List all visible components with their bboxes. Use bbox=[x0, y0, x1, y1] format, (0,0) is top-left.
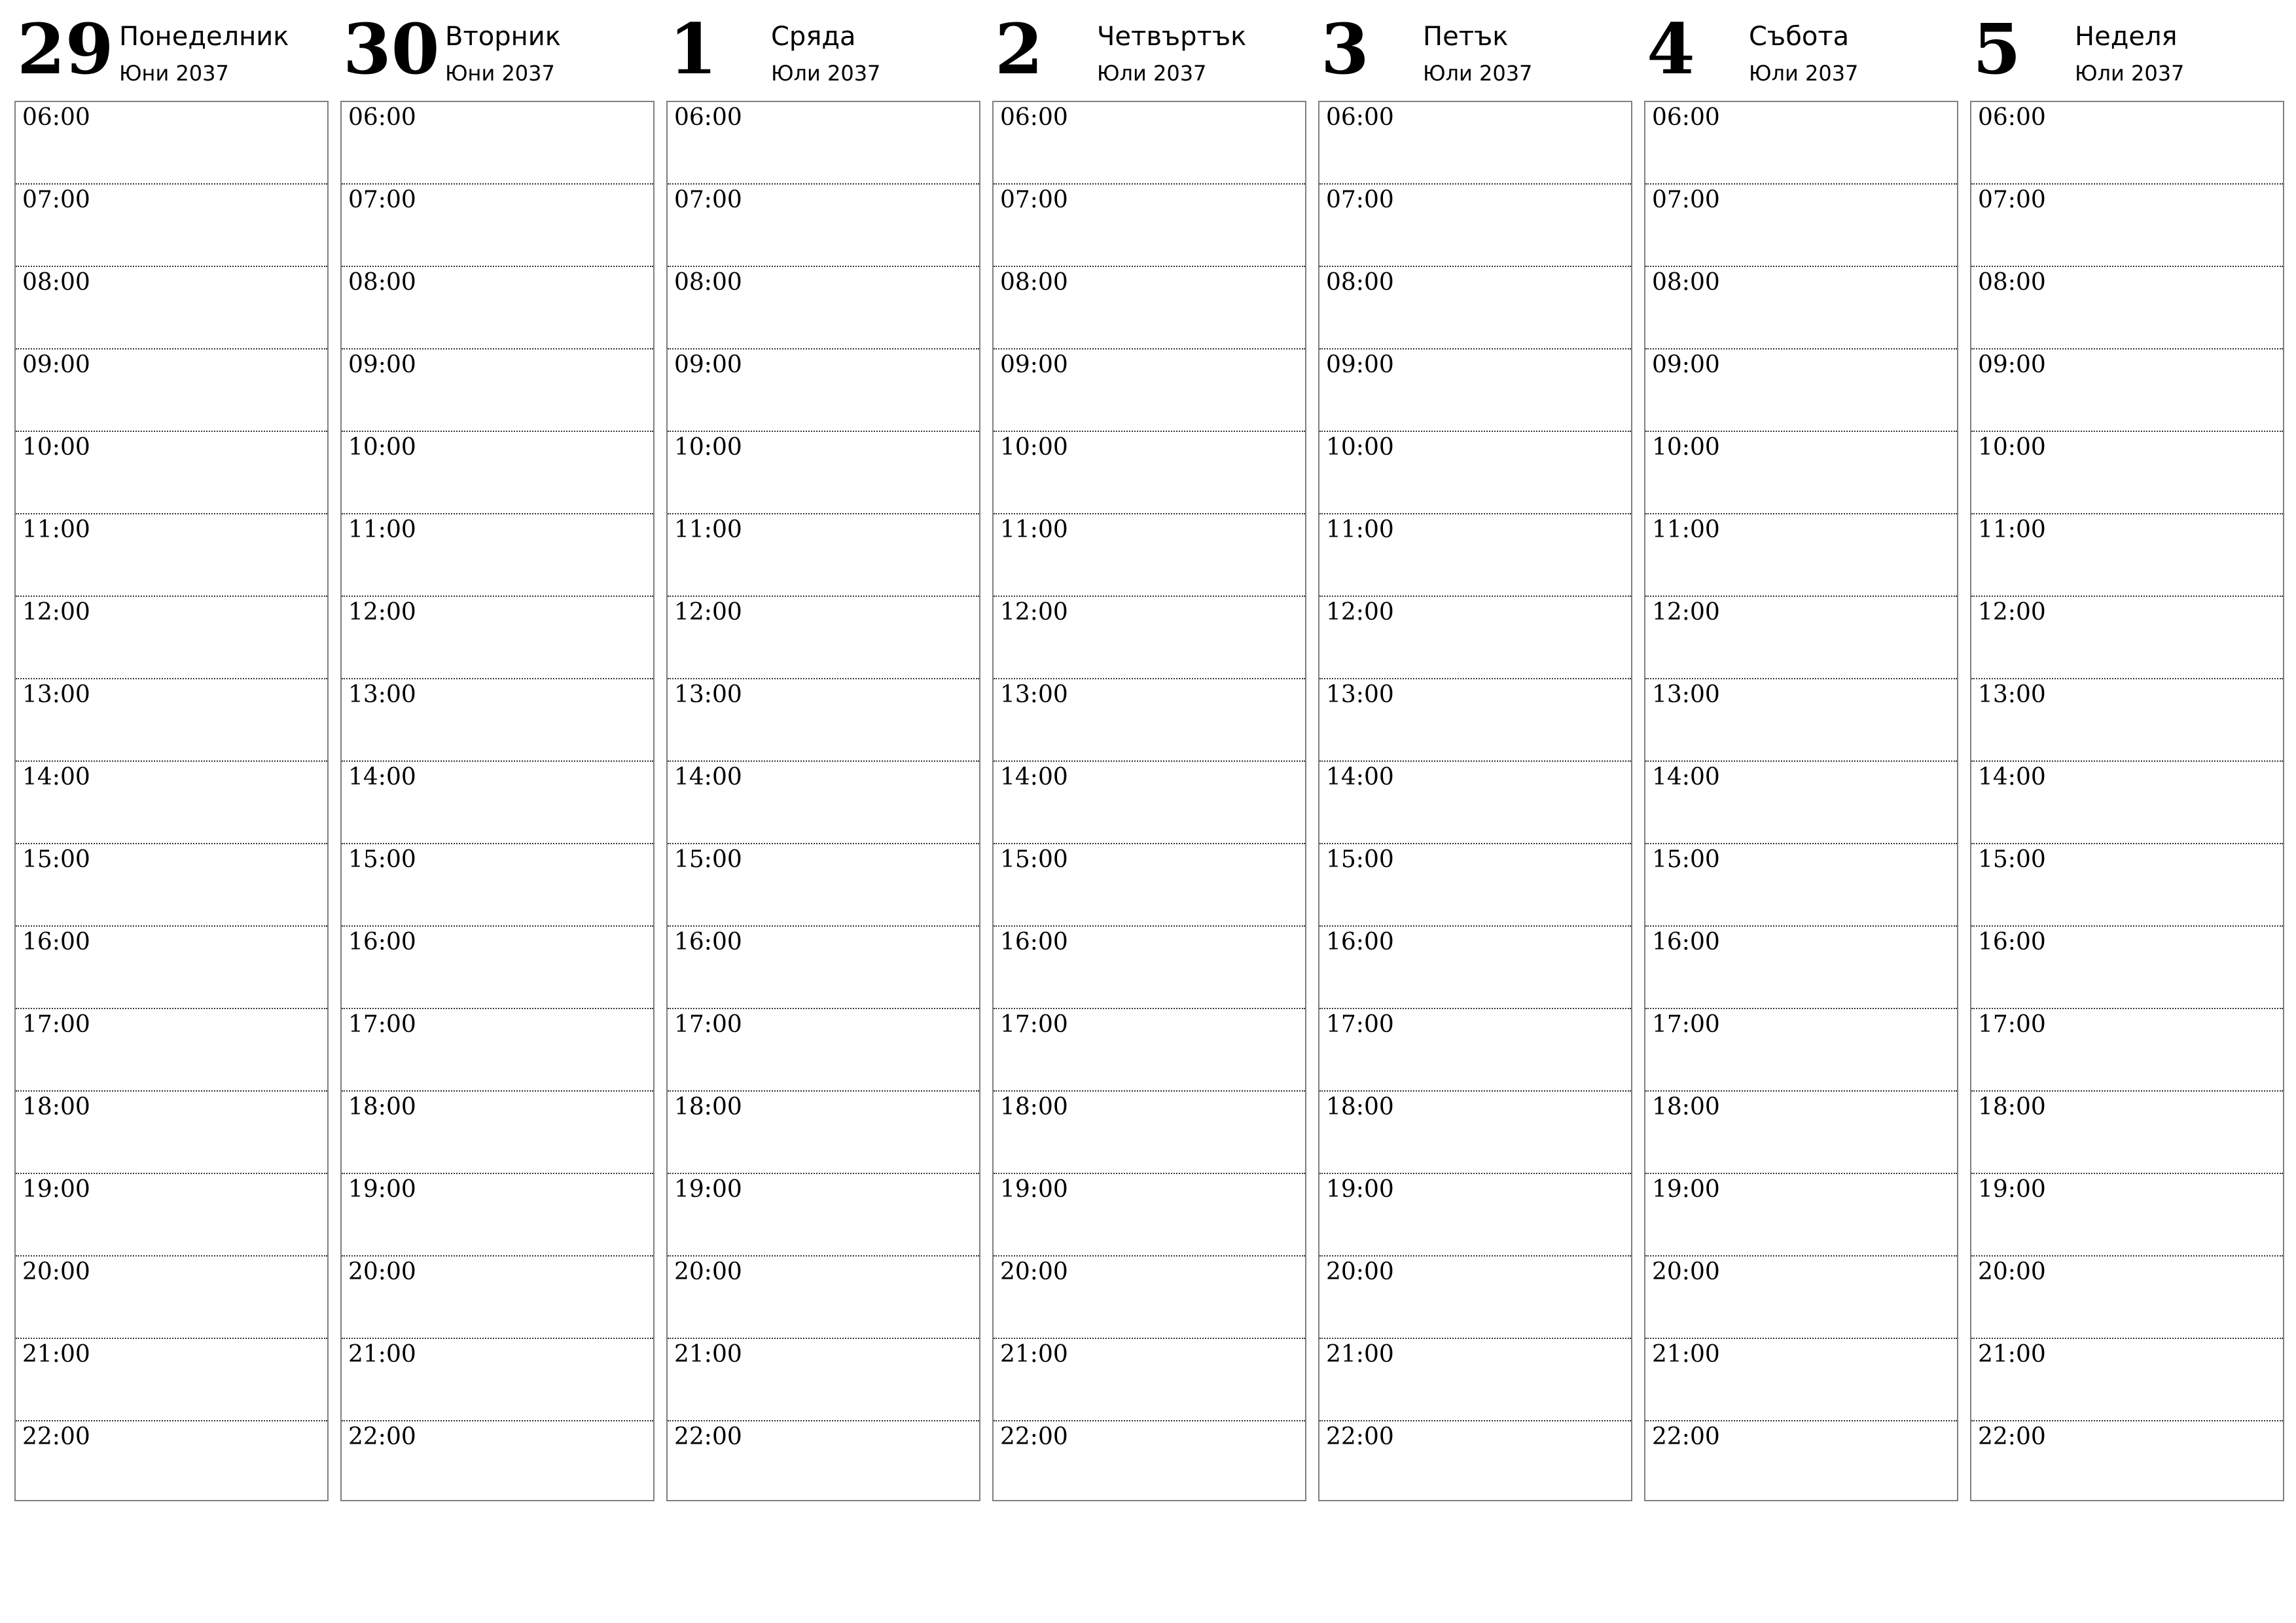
time-label: 13:00 bbox=[1978, 681, 2046, 708]
time-label: 22:00 bbox=[674, 1423, 742, 1450]
time-slot[interactable] bbox=[1971, 844, 2283, 927]
time-label: 21:00 bbox=[348, 1341, 416, 1368]
time-slot[interactable] bbox=[668, 514, 979, 597]
time-label: 17:00 bbox=[1652, 1011, 1720, 1038]
time-label: 10:00 bbox=[22, 434, 90, 461]
time-slot[interactable] bbox=[994, 1009, 1305, 1092]
day-name: Петък bbox=[1423, 22, 1509, 52]
time-slot[interactable] bbox=[1319, 1174, 1631, 1257]
time-slot[interactable] bbox=[342, 1339, 653, 1421]
time-label: 09:00 bbox=[1000, 351, 1068, 378]
time-slot[interactable] bbox=[1645, 762, 1957, 844]
time-label: 11:00 bbox=[348, 516, 416, 543]
time-label: 17:00 bbox=[22, 1011, 90, 1038]
time-label: 15:00 bbox=[1652, 846, 1720, 873]
time-slot[interactable] bbox=[1645, 1339, 1957, 1421]
time-slot[interactable] bbox=[1645, 844, 1957, 927]
time-label: 18:00 bbox=[1000, 1094, 1068, 1120]
time-slot[interactable] bbox=[668, 267, 979, 349]
time-slot[interactable] bbox=[16, 1257, 327, 1339]
time-slot[interactable] bbox=[342, 267, 653, 349]
time-slot[interactable] bbox=[1645, 597, 1957, 679]
time-slot[interactable] bbox=[342, 762, 653, 844]
time-label: 15:00 bbox=[674, 846, 742, 873]
time-label: 11:00 bbox=[1000, 516, 1068, 543]
time-slot[interactable] bbox=[342, 679, 653, 762]
time-label: 22:00 bbox=[1000, 1423, 1068, 1450]
time-label: 15:00 bbox=[348, 846, 416, 873]
time-slot[interactable] bbox=[342, 1092, 653, 1174]
time-label: 22:00 bbox=[1978, 1423, 2046, 1450]
time-slot[interactable] bbox=[1971, 432, 2283, 514]
time-slot[interactable] bbox=[342, 1257, 653, 1339]
time-label: 16:00 bbox=[1652, 929, 1720, 955]
time-label: 20:00 bbox=[1978, 1258, 2046, 1285]
time-slot[interactable] bbox=[1319, 432, 1631, 514]
time-label: 10:00 bbox=[1000, 434, 1068, 461]
time-label: 19:00 bbox=[22, 1176, 90, 1203]
day-schedule-box bbox=[666, 101, 980, 1501]
time-slot[interactable] bbox=[668, 927, 979, 1009]
time-slot[interactable] bbox=[16, 1174, 327, 1257]
time-label: 12:00 bbox=[1000, 599, 1068, 626]
time-label: 11:00 bbox=[674, 516, 742, 543]
time-slot[interactable] bbox=[994, 1339, 1305, 1421]
time-label: 20:00 bbox=[674, 1258, 742, 1285]
day-number: 2 bbox=[995, 8, 1043, 90]
time-label: 13:00 bbox=[22, 681, 90, 708]
time-slot[interactable] bbox=[16, 1009, 327, 1092]
day-month: Юли 2037 bbox=[1423, 61, 1533, 86]
time-slot[interactable] bbox=[668, 1421, 979, 1505]
time-slot[interactable] bbox=[1645, 432, 1957, 514]
day-name: Четвъртък bbox=[1097, 22, 1247, 52]
time-label: 06:00 bbox=[1000, 104, 1068, 131]
time-label: 19:00 bbox=[1978, 1176, 2046, 1203]
time-label: 11:00 bbox=[1652, 516, 1720, 543]
time-slot[interactable] bbox=[1971, 679, 2283, 762]
time-slot[interactable] bbox=[342, 514, 653, 597]
time-label: 06:00 bbox=[1326, 104, 1394, 131]
day-number: 1 bbox=[669, 8, 717, 90]
time-slot[interactable] bbox=[16, 762, 327, 844]
time-label: 16:00 bbox=[674, 929, 742, 955]
day-header bbox=[340, 0, 655, 98]
time-label: 10:00 bbox=[1652, 434, 1720, 461]
time-label: 09:00 bbox=[22, 351, 90, 378]
time-label: 06:00 bbox=[22, 104, 90, 131]
time-label: 18:00 bbox=[1978, 1094, 2046, 1120]
time-slot[interactable] bbox=[1319, 1092, 1631, 1174]
time-label: 15:00 bbox=[1978, 846, 2046, 873]
time-slot[interactable] bbox=[16, 185, 327, 267]
time-label: 13:00 bbox=[1652, 681, 1720, 708]
time-slot[interactable] bbox=[16, 514, 327, 597]
time-label: 20:00 bbox=[22, 1258, 90, 1285]
day-schedule-box bbox=[1644, 101, 1958, 1501]
time-slot[interactable] bbox=[1645, 1009, 1957, 1092]
time-slot[interactable] bbox=[1319, 762, 1631, 844]
time-label: 14:00 bbox=[348, 764, 416, 791]
time-slot[interactable] bbox=[1319, 1009, 1631, 1092]
time-slot[interactable] bbox=[342, 1421, 653, 1505]
time-label: 07:00 bbox=[22, 187, 90, 213]
day-month: Юни 2037 bbox=[445, 61, 555, 86]
time-slot[interactable] bbox=[342, 102, 653, 185]
time-slot[interactable] bbox=[1319, 927, 1631, 1009]
time-label: 22:00 bbox=[1652, 1423, 1720, 1450]
time-label: 12:00 bbox=[1978, 599, 2046, 626]
time-label: 15:00 bbox=[1326, 846, 1394, 873]
time-slot[interactable] bbox=[16, 927, 327, 1009]
time-slot[interactable] bbox=[1319, 349, 1631, 432]
time-label: 19:00 bbox=[1000, 1176, 1068, 1203]
time-slot[interactable] bbox=[668, 1009, 979, 1092]
time-label: 16:00 bbox=[22, 929, 90, 955]
time-slot[interactable] bbox=[1971, 762, 2283, 844]
day-number: 4 bbox=[1647, 8, 1695, 90]
time-slot[interactable] bbox=[1971, 267, 2283, 349]
time-slot[interactable] bbox=[994, 349, 1305, 432]
time-slot[interactable] bbox=[1645, 349, 1957, 432]
time-label: 13:00 bbox=[674, 681, 742, 708]
time-slot[interactable] bbox=[994, 185, 1305, 267]
day-schedule-box bbox=[992, 101, 1306, 1501]
time-slot[interactable] bbox=[1971, 927, 2283, 1009]
time-slot[interactable] bbox=[994, 267, 1305, 349]
time-slot[interactable] bbox=[668, 349, 979, 432]
time-label: 17:00 bbox=[1000, 1011, 1068, 1038]
time-label: 21:00 bbox=[1326, 1341, 1394, 1368]
time-slot[interactable] bbox=[1971, 1009, 2283, 1092]
time-label: 19:00 bbox=[674, 1176, 742, 1203]
time-slot[interactable] bbox=[1319, 597, 1631, 679]
time-slot[interactable] bbox=[1971, 1174, 2283, 1257]
time-slot[interactable] bbox=[1645, 679, 1957, 762]
time-slot[interactable] bbox=[16, 267, 327, 349]
time-label: 08:00 bbox=[1652, 269, 1720, 296]
time-label: 13:00 bbox=[1326, 681, 1394, 708]
time-label: 06:00 bbox=[674, 104, 742, 131]
time-slot[interactable] bbox=[1971, 1257, 2283, 1339]
time-label: 12:00 bbox=[1652, 599, 1720, 626]
time-label: 07:00 bbox=[1000, 187, 1068, 213]
time-slot[interactable] bbox=[668, 1257, 979, 1339]
time-slot[interactable] bbox=[1971, 1421, 2283, 1505]
time-label: 18:00 bbox=[1326, 1094, 1394, 1120]
time-label: 17:00 bbox=[1326, 1011, 1394, 1038]
time-slot[interactable] bbox=[994, 597, 1305, 679]
time-slot[interactable] bbox=[342, 1174, 653, 1257]
time-slot[interactable] bbox=[994, 844, 1305, 927]
day-number: 5 bbox=[1973, 8, 2021, 90]
time-slot[interactable] bbox=[1319, 1421, 1631, 1505]
time-slot[interactable] bbox=[668, 432, 979, 514]
time-label: 20:00 bbox=[1326, 1258, 1394, 1285]
time-label: 10:00 bbox=[348, 434, 416, 461]
time-label: 07:00 bbox=[1652, 187, 1720, 213]
time-label: 16:00 bbox=[1978, 929, 2046, 955]
day-header bbox=[992, 0, 1306, 98]
time-label: 09:00 bbox=[674, 351, 742, 378]
time-slot[interactable] bbox=[1645, 185, 1957, 267]
time-label: 09:00 bbox=[1978, 351, 2046, 378]
time-slot[interactable] bbox=[342, 1009, 653, 1092]
time-label: 16:00 bbox=[1000, 929, 1068, 955]
time-label: 21:00 bbox=[1978, 1341, 2046, 1368]
time-label: 08:00 bbox=[22, 269, 90, 296]
time-slot[interactable] bbox=[1971, 1092, 2283, 1174]
time-slot[interactable] bbox=[1971, 514, 2283, 597]
day-number: 3 bbox=[1321, 8, 1369, 90]
time-label: 07:00 bbox=[348, 187, 416, 213]
time-slot[interactable] bbox=[16, 102, 327, 185]
day-month: Юли 2037 bbox=[1097, 61, 1207, 86]
time-label: 21:00 bbox=[1000, 1341, 1068, 1368]
time-slot[interactable] bbox=[668, 1174, 979, 1257]
time-label: 20:00 bbox=[1652, 1258, 1720, 1285]
day-month: Юли 2037 bbox=[1749, 61, 1859, 86]
day-schedule-box bbox=[14, 101, 329, 1501]
day-name: Събота bbox=[1749, 22, 1850, 52]
time-slot[interactable] bbox=[1645, 1092, 1957, 1174]
time-slot[interactable] bbox=[994, 762, 1305, 844]
time-label: 21:00 bbox=[22, 1341, 90, 1368]
time-slot[interactable] bbox=[342, 185, 653, 267]
time-label: 08:00 bbox=[1000, 269, 1068, 296]
time-label: 18:00 bbox=[1652, 1094, 1720, 1120]
day-header bbox=[1644, 0, 1958, 98]
time-label: 10:00 bbox=[1326, 434, 1394, 461]
time-label: 14:00 bbox=[1978, 764, 2046, 791]
time-slot[interactable] bbox=[994, 432, 1305, 514]
time-slot[interactable] bbox=[1971, 597, 2283, 679]
time-slot[interactable] bbox=[16, 1339, 327, 1421]
time-slot[interactable] bbox=[16, 432, 327, 514]
time-label: 14:00 bbox=[22, 764, 90, 791]
time-label: 19:00 bbox=[348, 1176, 416, 1203]
day-schedule-box bbox=[1970, 101, 2284, 1501]
time-label: 15:00 bbox=[1000, 846, 1068, 873]
time-label: 07:00 bbox=[1326, 187, 1394, 213]
time-slot[interactable] bbox=[342, 927, 653, 1009]
time-slot[interactable] bbox=[994, 1174, 1305, 1257]
time-slot[interactable] bbox=[668, 844, 979, 927]
time-slot[interactable] bbox=[16, 597, 327, 679]
time-slot[interactable] bbox=[1645, 1257, 1957, 1339]
time-slot[interactable] bbox=[1319, 679, 1631, 762]
time-slot[interactable] bbox=[1319, 844, 1631, 927]
time-slot[interactable] bbox=[1319, 1339, 1631, 1421]
time-slot[interactable] bbox=[1319, 1257, 1631, 1339]
time-label: 12:00 bbox=[674, 599, 742, 626]
time-label: 16:00 bbox=[348, 929, 416, 955]
time-slot[interactable] bbox=[1971, 349, 2283, 432]
time-slot[interactable] bbox=[16, 1421, 327, 1505]
time-label: 08:00 bbox=[674, 269, 742, 296]
time-slot[interactable] bbox=[342, 349, 653, 432]
time-slot[interactable] bbox=[1645, 514, 1957, 597]
time-slot[interactable] bbox=[994, 927, 1305, 1009]
time-label: 22:00 bbox=[348, 1423, 416, 1450]
time-label: 21:00 bbox=[1652, 1341, 1720, 1368]
time-slot[interactable] bbox=[994, 514, 1305, 597]
time-slot[interactable] bbox=[668, 185, 979, 267]
time-slot[interactable] bbox=[994, 1257, 1305, 1339]
time-label: 06:00 bbox=[1978, 104, 2046, 131]
time-label: 20:00 bbox=[348, 1258, 416, 1285]
day-header bbox=[666, 0, 980, 98]
time-label: 10:00 bbox=[1978, 434, 2046, 461]
day-month: Юли 2037 bbox=[2075, 61, 2185, 86]
day-name: Вторник bbox=[445, 22, 561, 52]
time-label: 11:00 bbox=[1326, 516, 1394, 543]
time-label: 13:00 bbox=[348, 681, 416, 708]
time-label: 09:00 bbox=[1652, 351, 1720, 378]
time-label: 11:00 bbox=[22, 516, 90, 543]
time-label: 06:00 bbox=[1652, 104, 1720, 131]
day-number: 29 bbox=[17, 8, 114, 90]
time-label: 17:00 bbox=[1978, 1011, 2046, 1038]
time-slot[interactable] bbox=[668, 679, 979, 762]
time-label: 19:00 bbox=[1652, 1176, 1720, 1203]
time-label: 22:00 bbox=[1326, 1423, 1394, 1450]
time-label: 08:00 bbox=[348, 269, 416, 296]
time-label: 09:00 bbox=[1326, 351, 1394, 378]
time-slot[interactable] bbox=[1971, 102, 2283, 185]
time-slot[interactable] bbox=[1645, 1174, 1957, 1257]
time-slot[interactable] bbox=[1971, 185, 2283, 267]
time-label: 15:00 bbox=[22, 846, 90, 873]
time-label: 07:00 bbox=[1978, 187, 2046, 213]
time-label: 13:00 bbox=[1000, 681, 1068, 708]
day-number: 30 bbox=[343, 8, 440, 90]
day-name: Понеделник bbox=[119, 22, 289, 52]
time-slot[interactable] bbox=[342, 844, 653, 927]
time-slot[interactable] bbox=[994, 1092, 1305, 1174]
day-name: Сряда bbox=[771, 22, 856, 52]
day-month: Юли 2037 bbox=[771, 61, 881, 86]
time-slot[interactable] bbox=[1645, 267, 1957, 349]
time-slot[interactable] bbox=[1319, 185, 1631, 267]
time-label: 12:00 bbox=[22, 599, 90, 626]
day-schedule-box bbox=[340, 101, 655, 1501]
time-label: 14:00 bbox=[1326, 764, 1394, 791]
time-label: 14:00 bbox=[1652, 764, 1720, 791]
time-slot[interactable] bbox=[342, 597, 653, 679]
time-slot[interactable] bbox=[994, 679, 1305, 762]
time-slot[interactable] bbox=[668, 597, 979, 679]
time-slot[interactable] bbox=[994, 102, 1305, 185]
time-slot[interactable] bbox=[668, 762, 979, 844]
time-label: 17:00 bbox=[348, 1011, 416, 1038]
time-slot[interactable] bbox=[668, 1339, 979, 1421]
time-slot[interactable] bbox=[1319, 514, 1631, 597]
time-label: 12:00 bbox=[1326, 599, 1394, 626]
time-slot[interactable] bbox=[342, 432, 653, 514]
time-label: 12:00 bbox=[348, 599, 416, 626]
time-slot[interactable] bbox=[16, 679, 327, 762]
time-slot[interactable] bbox=[994, 1421, 1305, 1505]
time-label: 11:00 bbox=[1978, 516, 2046, 543]
time-label: 18:00 bbox=[674, 1094, 742, 1120]
time-slot[interactable] bbox=[1971, 1339, 2283, 1421]
time-slot[interactable] bbox=[1645, 927, 1957, 1009]
time-slot[interactable] bbox=[1645, 1421, 1957, 1505]
day-header bbox=[14, 0, 329, 98]
time-label: 21:00 bbox=[674, 1341, 742, 1368]
time-label: 18:00 bbox=[348, 1094, 416, 1120]
day-name: Неделя bbox=[2075, 22, 2178, 52]
time-label: 19:00 bbox=[1326, 1176, 1394, 1203]
time-label: 16:00 bbox=[1326, 929, 1394, 955]
time-slot[interactable] bbox=[16, 1092, 327, 1174]
time-label: 07:00 bbox=[674, 187, 742, 213]
time-label: 14:00 bbox=[674, 764, 742, 791]
time-label: 06:00 bbox=[348, 104, 416, 131]
time-label: 18:00 bbox=[22, 1094, 90, 1120]
time-slot[interactable] bbox=[1319, 267, 1631, 349]
time-slot[interactable] bbox=[668, 102, 979, 185]
time-label: 08:00 bbox=[1326, 269, 1394, 296]
time-label: 20:00 bbox=[1000, 1258, 1068, 1285]
time-slot[interactable] bbox=[16, 349, 327, 432]
time-slot[interactable] bbox=[16, 844, 327, 927]
time-slot[interactable] bbox=[1319, 102, 1631, 185]
time-label: 17:00 bbox=[674, 1011, 742, 1038]
time-label: 10:00 bbox=[674, 434, 742, 461]
day-header bbox=[1970, 0, 2284, 98]
time-label: 22:00 bbox=[22, 1423, 90, 1450]
day-schedule-box bbox=[1318, 101, 1632, 1501]
time-label: 08:00 bbox=[1978, 269, 2046, 296]
time-slot[interactable] bbox=[668, 1092, 979, 1174]
time-label: 14:00 bbox=[1000, 764, 1068, 791]
day-header bbox=[1318, 0, 1632, 98]
time-slot[interactable] bbox=[1645, 102, 1957, 185]
day-month: Юни 2037 bbox=[119, 61, 229, 86]
time-label: 09:00 bbox=[348, 351, 416, 378]
